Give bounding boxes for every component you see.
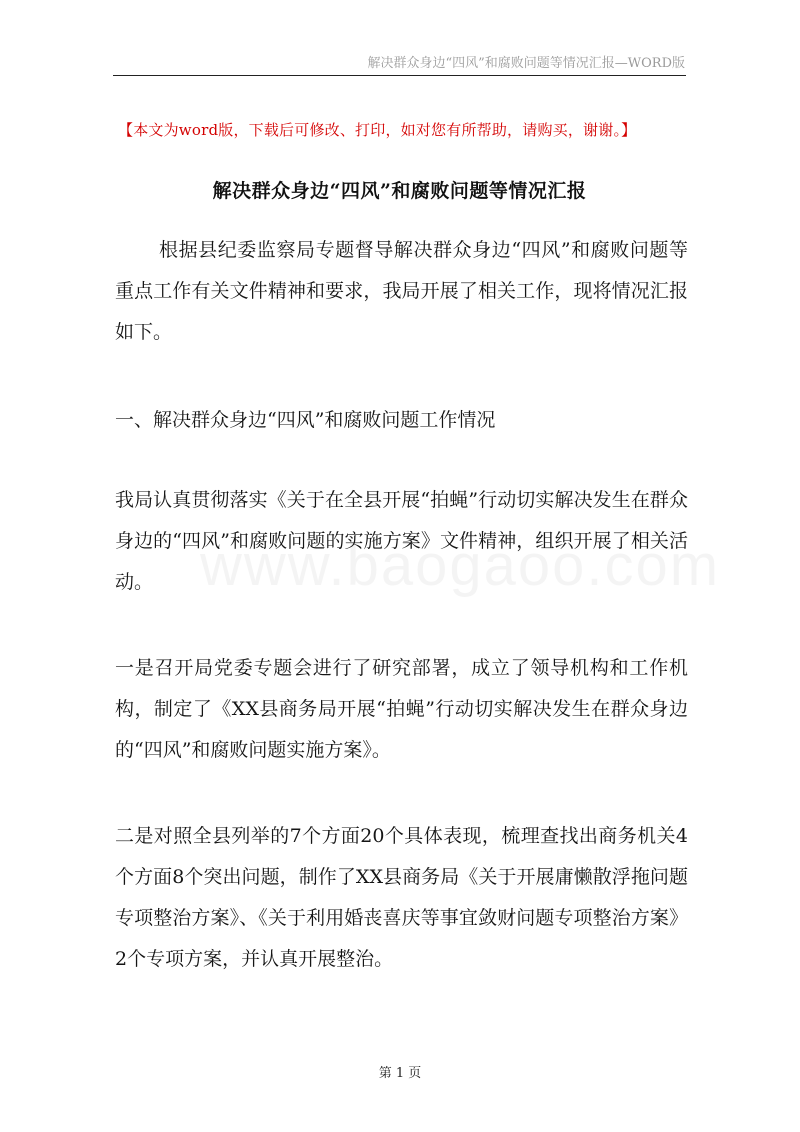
header-divider: [113, 75, 686, 76]
body-paragraph-1: 我局认真贯彻落实《关于在全县开展“拍蝇”行动切实解决发生在群众身边的“四风”和腐败问题的实施方案》文件精神，组织开展了相关活动。: [115, 489, 688, 593]
body-paragraph-3: 二是对照全县列举的7个方面20个具体表现，梳理查找出商务机关4个方面8个突出问题，制作了XX县商务局《关于开展庸懒散浮拖问题专项整治方案》、《关于利用婚丧喜庆等事宜敛财问题专项整治方案》2个专项方案，并认真开展整治。: [115, 825, 688, 970]
document-title: 解决群众身边“四风”和腐败问题等情况汇报: [212, 180, 587, 202]
body-paragraph-2: 一是召开局党委专题会进行了研究部署，成立了领导机构和工作机构，制定了《XX县商务局开展“拍蝇”行动切实解决发生在群众身边的“四风”和腐败问题实施方案》。: [115, 657, 688, 761]
section-heading: 一、解决群众身边“四风”和腐败问题工作情况: [115, 409, 496, 431]
page-number: 第 1 页: [378, 1066, 422, 1081]
download-notice: 【本文为word版，下载后可修改、打印，如对您有所帮助，请购买，谢谢。】: [118, 121, 637, 139]
intro-paragraph: 根据县纪委监察局专题督导解决群众身边“四风”和腐败问题等重点工作有关文件精神和要求，我局开展了相关工作，现将情况汇报如下。: [115, 239, 688, 343]
running-header: 解决群众身边“四风”和腐败问题等情况汇报—WORD版: [367, 56, 685, 71]
